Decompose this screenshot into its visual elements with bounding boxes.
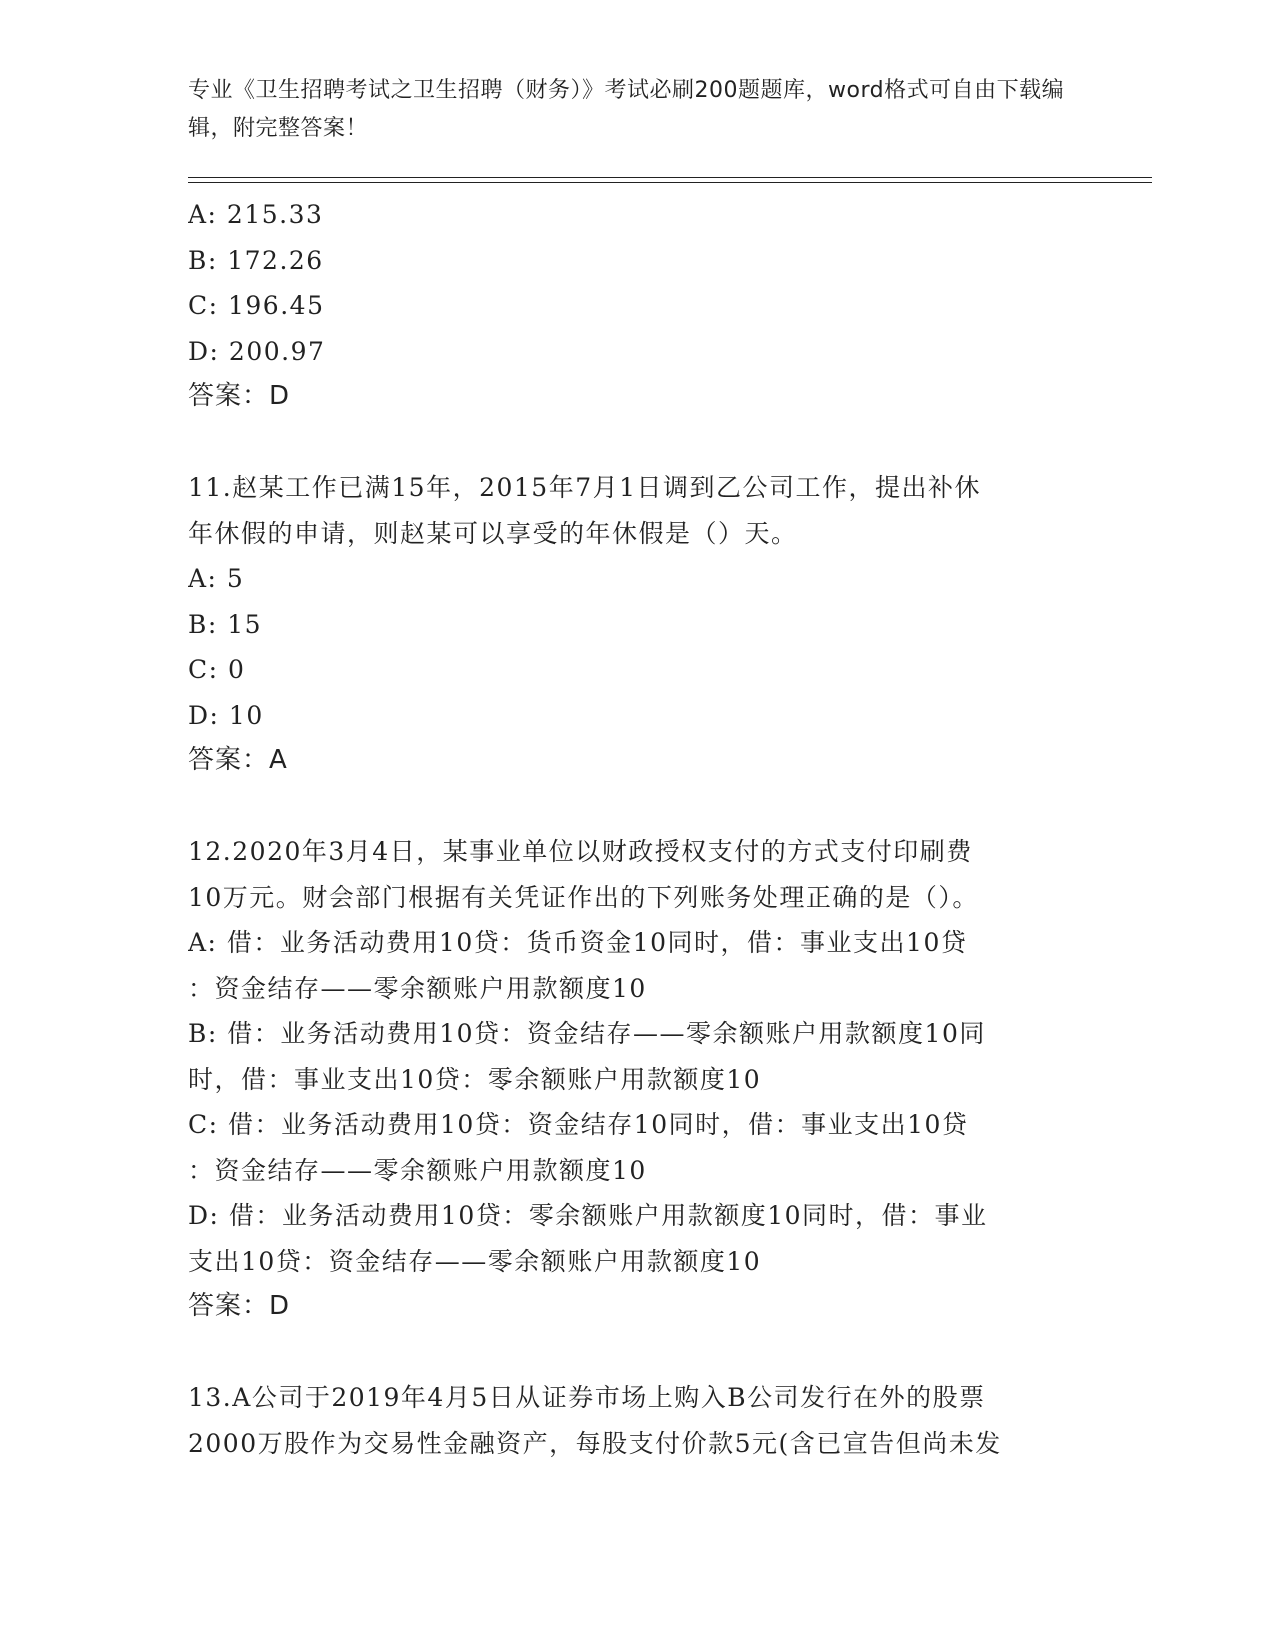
header-divider-top — [188, 177, 1152, 178]
option-line: C: 借：业务活动费用10贷：资金结存10同时，借：事业支出10贷 — [188, 1110, 969, 1139]
option-line: B: 15 — [188, 609, 263, 639]
spacer — [188, 1330, 1088, 1376]
option-line: B: 172.26 — [188, 245, 324, 275]
document-header: 专业《卫生招聘考试之卫生招聘（财务）》考试必刷200题题库，word格式可自由下载编辑，附完整答案！ — [188, 78, 1065, 141]
question-12 — [188, 829, 1088, 1330]
option-line: 时，借：事业支出10贷：零余额账户用款额度10 — [188, 1064, 762, 1094]
option-line: C: 196.45 — [188, 291, 325, 320]
option-line: ：资金结存——零余额账户用款额度10 — [188, 1155, 647, 1185]
spacer — [188, 784, 1088, 830]
option-line: D: 10 — [188, 700, 264, 730]
option-line: D: 200.97 — [188, 336, 326, 366]
question-13 — [188, 1375, 1088, 1466]
answer-line: 答案：A — [188, 745, 288, 775]
question-stem-line: 2000万股作为交易性金融资产，每股支付价款5元(含已宣告但尚未发 — [188, 1428, 1002, 1458]
option-line: D: 借：业务活动费用10贷：零余额账户用款额度10同时，借：事业 — [188, 1201, 988, 1230]
spacer — [188, 420, 1088, 466]
option-line: A: 借：业务活动费用10贷：货币资金10同时，借：事业支出10贷 — [188, 928, 968, 957]
question-11 — [188, 465, 1088, 784]
answer-line: 答案：D — [188, 381, 291, 411]
option-line: B: 借：业务活动费用10贷：资金结存——零余额账户用款额度10同 — [188, 1019, 986, 1048]
question-stem-line: 12.2020年3月4日，某事业单位以财政授权支付的方式支付印刷费 — [188, 837, 973, 866]
question-content — [188, 192, 1088, 1466]
option-line: C: 0 — [188, 655, 246, 684]
option-line: ：资金结存——零余额账户用款额度10 — [188, 973, 647, 1003]
prev-question-block — [188, 192, 1088, 420]
question-stem-line: 年休假的申请，则赵某可以享受的年休假是（）天。 — [188, 518, 798, 548]
question-stem-line: 11.赵某工作已满15年，2015年7月1日调到乙公司工作，提出补休 — [188, 473, 982, 502]
header-divider-bottom — [188, 182, 1152, 183]
question-stem-line: 10万元。财会部门根据有关凭证作出的下列账务处理正确的是（）。 — [188, 882, 979, 912]
answer-line: 答案：D — [188, 1291, 291, 1321]
option-line: A: 5 — [188, 564, 245, 593]
question-stem-line: 13.A公司于2019年4月5日从证券市场上购入B公司发行在外的股票 — [188, 1383, 986, 1412]
option-line: A: 215.33 — [188, 200, 324, 229]
option-line: 支出10贷：资金结存——零余额账户用款额度10 — [188, 1246, 762, 1276]
